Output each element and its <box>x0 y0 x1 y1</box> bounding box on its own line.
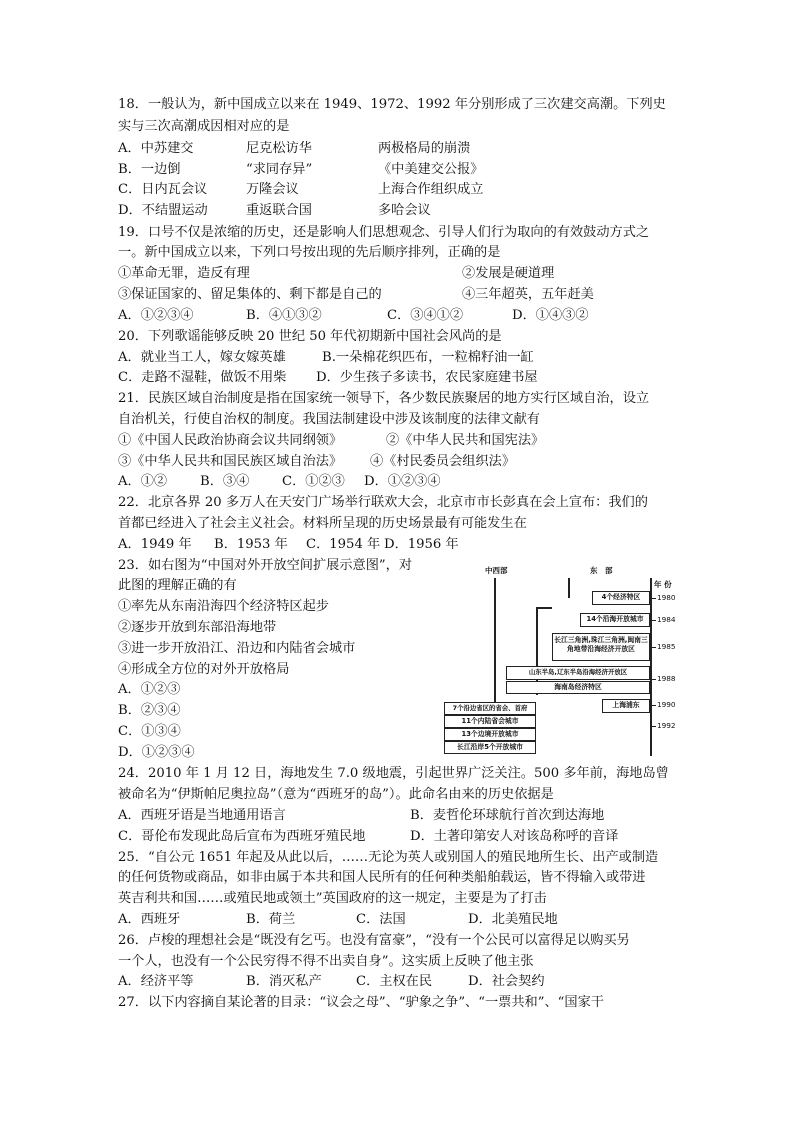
box-peninsula-open-zones: 山东半岛,辽东半岛沿海经济开放区 <box>506 666 650 680</box>
q26-option-a: A．经济平等 <box>118 974 194 989</box>
q24-stem-1: 24．2010 年 1 月 12 日，海地发生 7.0 级地震，引起世界广泛关注。500 多年前，海地岛曾 <box>118 766 669 781</box>
box-pudong: 上海浦东 <box>602 699 650 713</box>
q18-stem-2: 实与三次高潮成因相对应的是 <box>118 119 290 134</box>
q19-item-1: ①革命无罪，造反有理 <box>118 266 250 281</box>
box-yangtze-cities: 长江沿岸5个开放城市 <box>444 741 536 754</box>
q23-item-4: ④形成全方位的对外开放格局 <box>118 662 290 677</box>
box-14-coastal-cities: 14个沿海开放城市 <box>580 613 650 627</box>
q26-option-b: B．消灭私产 <box>246 974 322 989</box>
q24-option-d: D．土著印第安人对该岛称呼的音译 <box>410 829 619 844</box>
west-region-label: 中西部 <box>485 566 508 575</box>
q19-option-a: A．①②③④ <box>118 308 194 323</box>
q25-option-a: A．西班牙 <box>118 912 181 927</box>
box-border-cities: 13个边境开放城市 <box>444 728 536 741</box>
q20-option-b: B.一朵棉花织匹布，一粒棉籽油一缸 <box>322 350 534 365</box>
q24-option-a: A．西班牙语是当地通用语言 <box>118 808 286 823</box>
q25-option-d: D．北美殖民地 <box>468 912 558 927</box>
q19-item-3: ③保证国家的、留足集体的、剩下都是自己的 <box>118 287 382 302</box>
q23-option-b: B．②③④ <box>118 703 181 718</box>
q21-option-b: B．③④ <box>200 474 250 489</box>
connector-1980 <box>536 607 552 609</box>
tick-1980 <box>650 598 656 599</box>
open-door-expansion-diagram <box>440 562 685 754</box>
q26-option-c: C．主权在民 <box>356 974 433 989</box>
q26-option-d: D．社会契约 <box>468 974 545 989</box>
q22-stem-1: 22．北京各界 20 多万人在天安门广场举行联欢大会，北京市市长彭真在会上宣布：我们的 <box>118 495 648 510</box>
q21-option-d: D．①②③④ <box>364 474 441 489</box>
q21-item-4: ④《村民委员会组织法》 <box>370 454 516 469</box>
q18-c-col3: 上海合作组织成立 <box>378 182 484 197</box>
q25-stem-1: 25．“自公元 1651 年起及从此以后，……无论为英人或别国人的殖民地所生长、出产或制造 <box>118 850 659 865</box>
tick-1988 <box>650 679 656 680</box>
q21-item-1: ①《中国人民政治协商会议共同纲领》 <box>118 433 343 448</box>
q18-c-col2: 万隆会议 <box>246 182 299 197</box>
q22-option-d: D．1956 年 <box>384 537 459 552</box>
q24-stem-2: 被命名为“伊斯帕尼奥拉岛”（意为“西班牙的岛”）。此命名由来的历史依据是 <box>118 787 554 802</box>
q21-stem-2: 自治机关，行使自治权的制度。我国法制建设中涉及该制度的法律文献有 <box>118 412 540 427</box>
q25-stem-3: 英吉利共和国……或殖民地或领土”英国政府的这一规定，主要是为了打击 <box>118 891 547 906</box>
q20-stem: 20．下列歌谣能够反映 20 世纪 50 年代初期新中国社会风尚的是 <box>118 329 502 344</box>
west-axis-line <box>494 578 496 702</box>
q18-a-col1: A．中苏建交 <box>118 141 194 156</box>
q19-option-d: D．①④③② <box>512 308 589 323</box>
q21-item-3: ③《中华人民共和国民族区域自治法》 <box>118 454 343 469</box>
q24-option-c: C．哥伦布发现此岛后宣布为西班牙殖民地 <box>118 829 366 844</box>
q26-stem-1: 26．卢梭的理想社会是“既没有乞丐。也没有富豪”，“没有一个公民可以富得足以购买另 <box>118 933 630 948</box>
q23-stem-1: 23．如右图为“中国对外开放空间扩展示意图”，对 <box>118 558 413 573</box>
q19-option-c: C．③④①② <box>387 308 464 323</box>
q21-item-2: ②《中华人民共和国宪法》 <box>386 433 545 448</box>
east-axis-line <box>568 578 570 598</box>
year-1988: 1988 <box>657 674 676 683</box>
q25-stem-2: 的任何货物或商品，如非由属于本共和国人民所有的任何种类船舶载运，皆不得输入或带进 <box>118 870 646 885</box>
q23-option-d: D．①②③④ <box>118 745 195 760</box>
q22-option-b: B．1953 年 <box>214 537 288 552</box>
q20-option-c: C．走路不湿鞋，做饭不用柴 <box>118 370 287 385</box>
q22-option-a: A．1949 年 <box>118 537 192 552</box>
q25-option-b: B．荷兰 <box>246 912 296 927</box>
q21-option-a: A．①② <box>118 474 168 489</box>
q18-d-col2: 重返联合国 <box>246 203 312 218</box>
q23-option-c: C．①③④ <box>118 724 181 739</box>
q22-option-c: C．1954 年 <box>306 537 381 552</box>
q23-option-a: A．①②③ <box>118 682 181 697</box>
tick-1985 <box>650 647 656 648</box>
q19-stem-2: 一。新中国成立以来，下列口号按出现的先后顺序排列，正确的是 <box>118 245 501 260</box>
q25-option-c: C．法国 <box>356 912 406 927</box>
q24-option-b: B．麦哲伦环球航行首次到达海地 <box>410 808 605 823</box>
year-1992: 1992 <box>657 721 676 730</box>
q19-item-4: ④三年超英，五年赶美 <box>462 287 594 302</box>
q18-b-col2: “求同存异” <box>246 162 313 177</box>
q18-d-col3: 多哈会议 <box>378 203 431 218</box>
q18-c-col1: C．日内瓦会议 <box>118 182 208 197</box>
tick-1990 <box>650 705 656 706</box>
year-1984: 1984 <box>657 615 676 624</box>
year-1980: 1980 <box>657 593 676 602</box>
q18-stem-1: 18．一般认为，新中国成立以来在 1949、1972、1992 年分别形成了三次建交高潮。下列史 <box>118 97 666 112</box>
q18-b-col1: B．一边倒 <box>118 162 181 177</box>
year-axis-line <box>650 578 652 756</box>
q18-a-col2: 尼克松访华 <box>246 141 312 156</box>
q22-stem-2: 首都已经进入了社会主义社会。材料所呈现的历史场景最有可能发生在 <box>118 516 527 531</box>
tick-1984 <box>650 620 656 621</box>
q23-item-1: ①率先从东南沿海四个经济特区起步 <box>118 599 329 614</box>
q18-b-col3: 《中美建交公报》 <box>378 162 484 177</box>
year-1990: 1990 <box>657 700 676 709</box>
q23-item-2: ②逐步开放到东部沿海地带 <box>118 620 277 635</box>
q21-stem-1: 21．民族区域自治制度是指在国家统一领导下，各少数民族聚居的地方实行区域自治，设立 <box>118 391 650 406</box>
q20-option-a: A．就业当工人，嫁女嫁英雄 <box>118 350 286 365</box>
q23-item-3: ③进一步开放沿江、沿边和内陆省会城市 <box>118 641 356 656</box>
year-1985: 1985 <box>657 642 676 651</box>
box-inland-capitals: 11个内陆省会城市 <box>444 715 536 728</box>
q19-item-2: ②发展是硬道理 <box>462 266 555 281</box>
q18-d-col1: D．不结盟运动 <box>118 203 208 218</box>
q27-stem-1: 27．以下内容摘自某论著的目录：“议会之母”、“驴象之争”、“一票共和”、“国家干 <box>118 995 604 1010</box>
q21-option-c: C．①②③ <box>282 474 345 489</box>
year-label: 年 份 <box>654 580 672 589</box>
q26-stem-2: 一个人，也没有一个公民穷得不得不出卖自身”。这实质上反映了他主张 <box>118 954 534 969</box>
q19-option-b: B．④①③② <box>246 308 322 323</box>
box-border-provincial-capitals: 7个沿边省区的省会、首府 <box>444 702 536 715</box>
q18-a-col3: 两极格局的崩溃 <box>378 141 471 156</box>
east-region-label: 东 部 <box>590 566 613 575</box>
q23-stem-2: 此图的理解正确的有 <box>118 578 237 593</box>
q19-stem-1: 19．口号不仅是浓缩的历史，还是影响人们思想观念、引导人们行为取向的有效鼓动方式之 <box>118 225 650 240</box>
box-hainan-sez: 海南岛经济特区 <box>506 681 650 694</box>
q20-option-d: D．少生孩子多读书，农民家庭建书屋 <box>316 370 538 385</box>
box-4-sez: 4个经济特区 <box>592 591 650 605</box>
tick-1992 <box>650 726 656 727</box>
box-delta-open-zones: 长江三角洲,珠江三角洲,闽南三角地带沿海经济开放区 <box>552 633 650 661</box>
